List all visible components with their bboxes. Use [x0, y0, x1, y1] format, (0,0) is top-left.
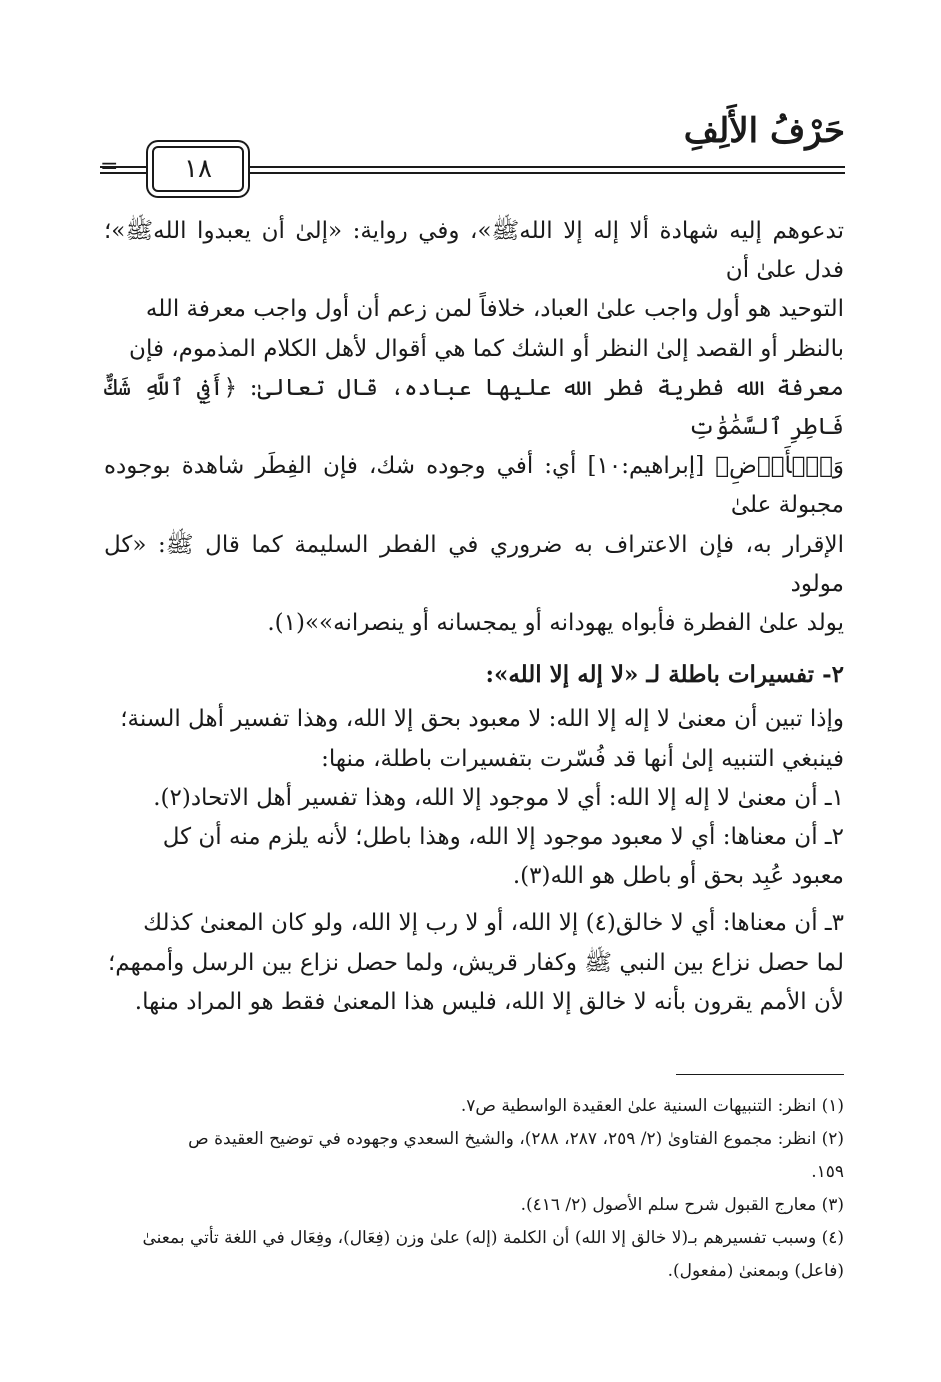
chapter-title: حَرْفُ الأَلِفِ	[683, 111, 845, 151]
text-line: لأن الأمم يقرون بأنه لا خالق إلا الله، فليس هذا المعنىٰ فقط هو المراد منها.	[134, 988, 844, 1015]
footnote: (١) انظر: التنبيهات السنية علىٰ العقيدة الواسطية ص٧.	[460, 1096, 844, 1116]
list-item: ٣ـ أن معناها: أي لا خالق(٤) إلا الله، أو لا رب إلا الله، ولو كان المعنىٰ كذلك	[143, 910, 844, 937]
text-line: وإذا تبين أن معنىٰ لا إله إلا الله: لا معبود بحق إلا الله، وهذا تفسير أهل السنة؛	[120, 706, 844, 733]
text-line: لما حصل نزاع بين النبي ﷺ وكفار قريش، ولما حصل نزاع بين الرسل وأممهم؛	[107, 949, 844, 976]
footnote-continuation: ١٥٩.	[811, 1162, 844, 1182]
footnote: (٣) معارج القبول شرح سلم الأصول (٢/ ٤١٦).	[520, 1195, 844, 1215]
text-line: الإقرار به، فإن الاعتراف به ضروري في الفطر السليمة كما قال ﷺ: «كل مولود	[104, 531, 844, 597]
page-number: ١٨	[152, 146, 244, 192]
footnote: (٢) انظر: مجموع الفتاوىٰ (٢/ ٢٥٩، ٢٨٧، ٢٨٨)، والشيخ السعدي وجهوده في توضيح العقيدة ص	[188, 1129, 844, 1149]
footnotes	[104, 1090, 844, 1288]
list-item: ٢ـ أن معناها: أي لا معبود موجود إلا الله، وهذا باطل؛ لأنه يلزم منه أن كل	[162, 824, 844, 851]
footnote: (٤) وسبب تفسيرهم بـ(لا خالق إلا الله) أن الكلمة (إله) علىٰ وزن (فِعَال)، وفِعَال في اللغة تأتي بمعنىٰ	[142, 1228, 844, 1248]
footnote-continuation: (فاعل) وبمعنىٰ (مفعول).	[667, 1261, 844, 1281]
text-line: وَٱلۡأَرۡضِ﴾ [إبراهيم:١٠] أي: أفي وجوده شك، فإن الفِطَر شاهدة بوجوده مجبولة علىٰ	[104, 453, 844, 519]
main-text	[104, 212, 844, 1022]
page-header	[100, 108, 845, 208]
text-line: يولد علىٰ الفطرة فأبواه يهودانه أو يمجسانه أو ينصرانه»»(١).	[267, 610, 844, 637]
text-line: معرفة الله فطرية فطر الله عليها عباده، قال تعالىٰ: ﴿أَفِي ٱللَّهِ شَكٌّ فَاطِرِ ٱلسَّمَٰوَٰتِ	[104, 374, 844, 441]
footnote-separator	[676, 1074, 844, 1075]
header-end-mark: =	[100, 154, 119, 179]
text-line: التوحيد هو أول واجب علىٰ العباد، خلافاً لمن زعم أن أول واجب معرفة الله	[145, 296, 844, 323]
text-line: فينبغي التنبيه إلىٰ أنها قد فُسّرت بتفسيرات باطلة، منها:	[321, 745, 844, 772]
list-item: ١ـ أن معنىٰ لا إله إلا الله: أي لا موجود إلا الله، وهذا تفسير أهل الاتحاد(٢).	[153, 784, 844, 811]
text-line: بالنظر أو القصد إلىٰ النظر أو الشك كما هي أقوال لأهل الكلام المذموم، فإن	[129, 335, 844, 362]
text-line: تدعوهم إليه شهادة ألا إله إلا اللهﷺ»، وفي رواية: «إلىٰ أن يعبدوا اللهﷺ»؛ فدل علىٰ أن	[104, 218, 844, 284]
text-line: معبود عُبِد بحق أو باطل هو الله(٣).	[512, 863, 844, 890]
section-heading: ٢- تفسيرات باطلة لـ «لا إله إلا الله»:	[485, 661, 844, 689]
spacer	[104, 896, 844, 904]
